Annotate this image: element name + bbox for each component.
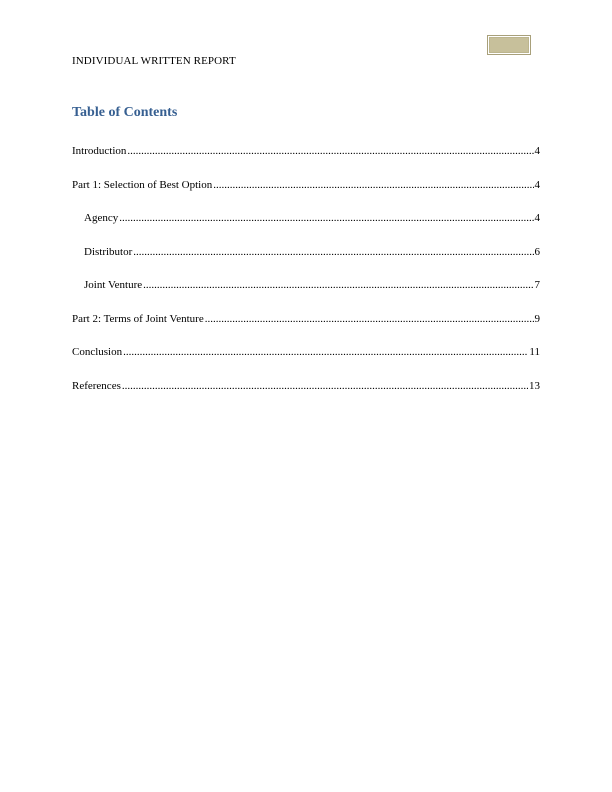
toc-entry-distributor[interactable] xyxy=(72,246,540,262)
toc-dot-leader xyxy=(133,246,533,258)
toc-entry-label: Introduction xyxy=(72,145,127,157)
toc-entry-agency[interactable] xyxy=(72,212,540,228)
toc-entry-joint-venture[interactable] xyxy=(72,279,540,295)
toc-entry-page: 4 xyxy=(534,145,540,157)
toc-dot-leader xyxy=(122,380,528,392)
toc-entry-page: 4 xyxy=(534,212,540,224)
page-number-box xyxy=(487,35,531,55)
toc-dot-leader xyxy=(213,179,533,191)
toc-entry-page: 9 xyxy=(534,313,540,325)
toc-dot-leader xyxy=(205,313,534,325)
toc-entry-page: 11 xyxy=(529,346,540,358)
toc-entry-label: Part 1: Selection of Best Option xyxy=(72,179,213,191)
toc-entry-conclusion[interactable] xyxy=(72,346,540,362)
toc-dot-leader xyxy=(143,279,533,291)
toc-entry-page: 7 xyxy=(534,279,540,291)
toc-entry-introduction[interactable] xyxy=(72,145,540,161)
toc-entry-part-1[interactable] xyxy=(72,179,540,195)
toc-title: Table of Contents xyxy=(72,105,178,120)
toc-entry-page: 6 xyxy=(534,246,540,258)
toc-entry-label: Joint Venture xyxy=(84,279,143,291)
toc-entry-page: 4 xyxy=(534,179,540,191)
toc-dot-leader xyxy=(123,346,528,358)
toc-entry-references[interactable] xyxy=(72,380,540,396)
toc-dot-leader xyxy=(119,212,533,224)
toc-entry-label: Distributor xyxy=(84,246,133,258)
toc-entry-label: References xyxy=(72,380,121,392)
toc-entry-part-2[interactable] xyxy=(72,313,540,329)
toc-entry-label: Conclusion xyxy=(72,346,123,358)
toc-dot-leader xyxy=(127,145,533,157)
running-head: INDIVIDUAL WRITTEN REPORT xyxy=(72,55,236,67)
toc-entry-page: 13 xyxy=(529,380,540,392)
toc-entry-label: Agency xyxy=(84,212,119,224)
toc-entry-label: Part 2: Terms of Joint Venture xyxy=(72,313,204,325)
